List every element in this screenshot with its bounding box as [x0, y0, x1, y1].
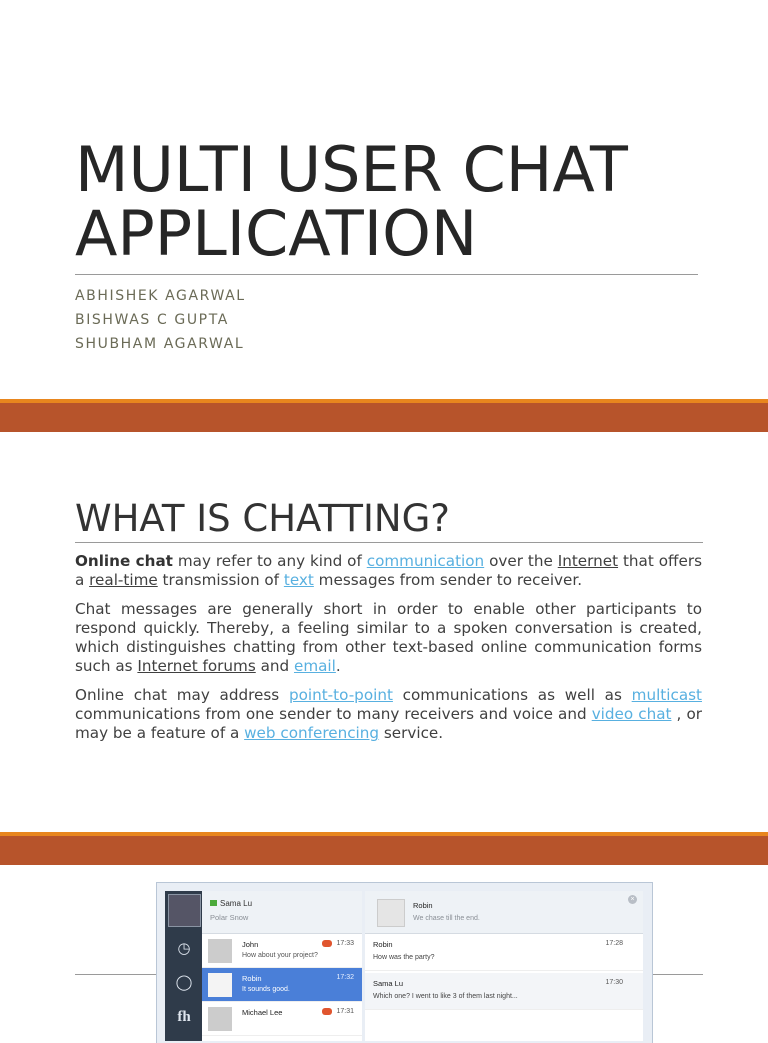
text: may refer to any kind of: [172, 552, 367, 570]
link-text[interactable]: text: [283, 571, 314, 590]
text: over the: [484, 552, 558, 570]
avatar: [208, 973, 232, 997]
list-item: [202, 968, 362, 1002]
link-video-chat[interactable]: video chat: [591, 705, 672, 724]
contact-name: Michael Lee: [242, 1008, 283, 1017]
title-divider: [75, 274, 698, 275]
message-text: Which one? I went to like 3 of them last night...: [373, 993, 518, 1000]
link-internet[interactable]: Internet: [557, 552, 619, 570]
message-row: [365, 934, 643, 971]
author-name: ABHISHEK AGARWAL: [75, 288, 246, 304]
contact-name: John: [242, 940, 259, 949]
text: communications as well as: [392, 685, 632, 704]
unread-badge: [322, 940, 332, 947]
text: that offers a: [75, 552, 702, 590]
list-item: [202, 934, 362, 968]
online-status-icon: [210, 900, 217, 906]
link-real-time[interactable]: real-time: [89, 571, 158, 590]
user-name: [210, 899, 252, 908]
avatar: [208, 1007, 232, 1031]
author-name: BISHWAS C GUPTA: [75, 312, 229, 328]
message-text: How was the party?: [373, 954, 435, 961]
bold-term: Online chat: [75, 552, 173, 570]
link-point-to-point[interactable]: point-to-point: [288, 685, 393, 704]
message-sender: Sama Lu: [373, 979, 404, 988]
author-list: [75, 284, 246, 356]
avatar: [377, 899, 405, 927]
slide-separator-band: [0, 832, 768, 865]
avatar: [168, 894, 201, 927]
clock-icon: ◷: [177, 940, 191, 957]
paragraph: [75, 686, 702, 744]
author-name: SHUBHAM AGARWAL: [75, 336, 245, 352]
chat-panel: [365, 891, 643, 1041]
unread-badge: [322, 1008, 332, 1015]
message-sender: Robin: [373, 940, 393, 949]
link-multicast[interactable]: multicast: [631, 685, 702, 704]
app-sidebar-rail: [165, 891, 202, 1041]
text: service.: [379, 724, 444, 743]
contacts-icon: ◯: [175, 974, 193, 991]
last-message: How about your project?: [242, 952, 318, 959]
chat-partner-name: Robin: [413, 901, 433, 910]
text: Chat messages are generally short in order to enable other participants to respond quickly. Thereby, a feeling similar to a spoken conversation is created, which distinguishes chatting from other text-based online communication forms such as: [75, 599, 702, 676]
timestamp: 17:31: [336, 1008, 354, 1015]
text: and: [255, 657, 294, 676]
slide-heading: WHAT IS CHATTING?: [75, 497, 450, 540]
timestamp: 17:32: [336, 974, 354, 981]
paragraph: [75, 552, 702, 591]
link-email[interactable]: email: [293, 657, 336, 676]
timestamp: 17:28: [605, 940, 623, 947]
slide-separator-band: [0, 399, 768, 432]
message-row: [365, 973, 643, 1010]
link-communication[interactable]: communication: [366, 552, 485, 570]
text: transmission of: [157, 571, 284, 590]
link-web-conferencing[interactable]: web conferencing: [244, 724, 380, 743]
text: Online chat may address: [75, 685, 289, 704]
timestamp: 17:33: [336, 940, 354, 947]
groups-icon: fh: [177, 1009, 191, 1025]
text: , or may be a feature of a: [75, 705, 702, 743]
user-status-header: [202, 891, 362, 934]
chat-header: [365, 891, 643, 934]
text: communications from one sender to many receivers and voice and: [75, 705, 592, 724]
slide-body: [75, 552, 702, 753]
link-internet-forums[interactable]: Internet forums: [137, 657, 256, 676]
last-message: It sounds good.: [242, 986, 290, 993]
slide-title: MULTI USER CHAT APPLICATION: [75, 133, 628, 270]
text: .: [335, 657, 341, 676]
text: messages from sender to receiver.: [313, 571, 583, 590]
timestamp: 17:30: [605, 979, 623, 986]
chat-partner-status: We chase till the end.: [413, 915, 480, 922]
user-status: Polar Snow: [210, 913, 249, 922]
chat-app-screenshot: [157, 883, 652, 1043]
avatar: [208, 939, 232, 963]
paragraph: [75, 600, 702, 677]
close-icon: ×: [628, 895, 637, 904]
conversation-list: [202, 891, 362, 1041]
contact-name: Robin: [242, 974, 262, 983]
user-name-text: Sama Lu: [220, 899, 253, 908]
list-item: [202, 1002, 362, 1036]
heading-divider: [75, 542, 703, 543]
